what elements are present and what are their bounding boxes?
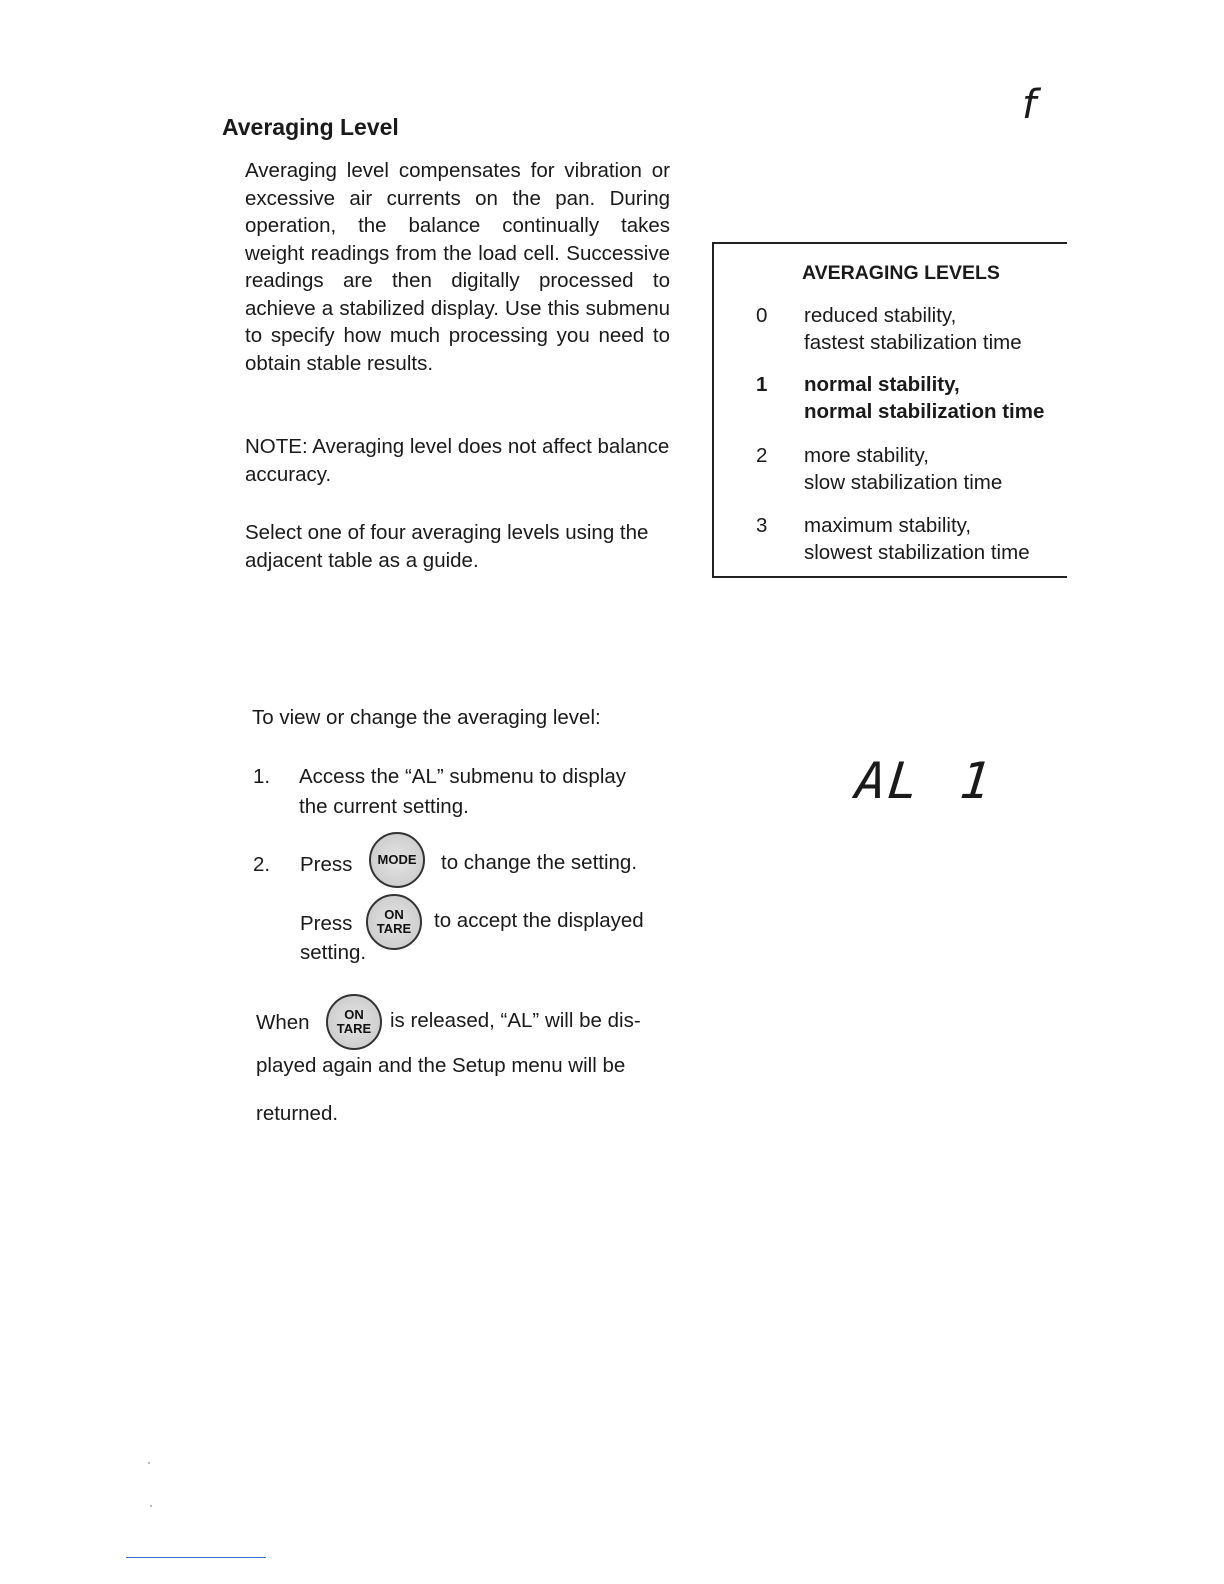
mode-button-label: MODE	[377, 852, 417, 867]
step-2-press: Press	[300, 853, 353, 876]
when-line2: played again and the Setup menu will be	[256, 1054, 626, 1077]
step-2b-text: to accept the displayed	[434, 909, 644, 932]
mode-button-icon	[369, 832, 425, 888]
lcd-display	[853, 752, 995, 810]
note-paragraph: NOTE: Averaging level does not affect balance accuracy.	[245, 435, 670, 486]
level-description-line1: maximum stability,	[804, 514, 972, 537]
on-label: ON	[344, 1007, 364, 1022]
step-number: 1.	[253, 765, 271, 788]
step-2b-line2: setting.	[300, 941, 367, 964]
procedure-intro: To view or change the averaging level:	[252, 706, 601, 729]
level-number: 0	[756, 304, 768, 327]
level-number: 1	[756, 373, 768, 396]
level-description-line1: normal stability,	[804, 373, 960, 396]
section-heading: Averaging Level	[222, 114, 399, 140]
level-number: 2	[756, 444, 768, 467]
intro-paragraph: Averaging level compensates for vibration or excessive air currents on the pan. During operation, the balance continually takes weight readings from the load cell. Successive readings are then digitally processed to achieve a stabilized display. Use this submenu to specify how much processing you need to obtain stable results.	[245, 159, 670, 375]
footer-rule	[126, 1557, 266, 1558]
lcd-label: AL	[852, 752, 924, 810]
step-2b-press: Press	[300, 912, 353, 935]
level-description-line1: more stability,	[804, 444, 929, 467]
lcd-value: 1	[957, 752, 996, 810]
scan-speck	[148, 1462, 150, 1464]
step-number: 2.	[253, 853, 271, 876]
step-1-line1: Access the “AL” submenu to display	[299, 765, 627, 788]
on-label: ON	[384, 907, 404, 922]
on-tare-button-icon	[326, 994, 382, 1050]
when-text: is released, “AL” will be dis-	[390, 1009, 641, 1032]
table-title: AVERAGING LEVELS	[802, 262, 1000, 284]
level-description-line2: slow stabilization time	[804, 471, 1003, 494]
level-description-line2: slowest stabilization time	[804, 541, 1030, 564]
level-description-line1: reduced stability,	[804, 304, 957, 327]
step-1-line2: the current setting.	[299, 795, 469, 818]
tare-label: TARE	[376, 921, 412, 936]
averaging-levels-table	[712, 242, 1067, 578]
scan-speck	[150, 1505, 152, 1507]
corner-mark: f	[1022, 82, 1037, 128]
when-line3: returned.	[256, 1102, 339, 1125]
select-paragraph: Select one of four averaging levels using the adjacent table as a guide.	[245, 521, 649, 572]
level-number: 3	[756, 514, 768, 537]
level-description-line2: fastest stabilization time	[804, 331, 1022, 354]
step-2-text: to change the setting.	[441, 851, 638, 874]
level-description-line2: normal stabilization time	[804, 400, 1045, 423]
on-tare-button-icon	[366, 894, 422, 950]
when-word: When	[256, 1011, 310, 1034]
tare-label: TARE	[336, 1021, 372, 1036]
